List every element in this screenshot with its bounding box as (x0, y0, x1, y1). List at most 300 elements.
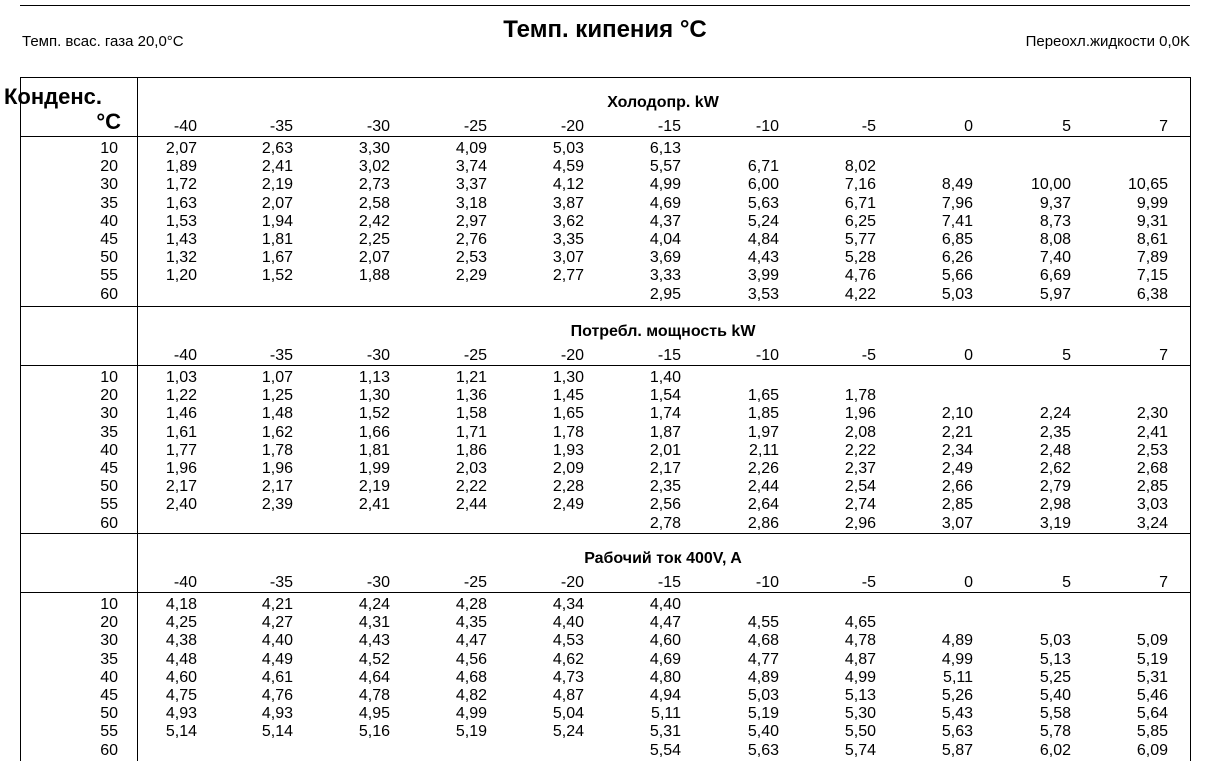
table-cell: 4,93 (165, 705, 197, 723)
table-cell: 4,55 (747, 614, 779, 632)
table-row (0, 213, 1216, 231)
table-cell: 4,40 (552, 614, 584, 632)
table-cell: 2,25 (358, 230, 390, 248)
table-cell: 4,80 (649, 668, 681, 686)
table-row (0, 267, 1216, 285)
table-cell: 5,57 (649, 158, 681, 176)
evaporating-temp-header: 0 (964, 347, 973, 364)
table-cell: 2,53 (1136, 441, 1168, 459)
table-cell: 5,77 (844, 230, 876, 248)
table-cell: 5,03 (747, 686, 779, 704)
table-cell: 5,13 (1039, 650, 1071, 668)
table-cell: 6,13 (649, 140, 681, 157)
table-cell: 9,99 (1136, 194, 1168, 212)
table-cell: 5,40 (747, 723, 779, 741)
table-row (0, 687, 1216, 705)
table-cell: 2,78 (649, 514, 681, 532)
table-cell: 5,85 (1136, 723, 1168, 741)
condensing-temp-label: 10 (100, 596, 118, 613)
table-cell: 4,62 (552, 650, 584, 668)
table-cell: 2,10 (941, 405, 973, 423)
table-cell: 5,43 (941, 705, 973, 723)
table-row (0, 669, 1216, 687)
table-cell: 4,78 (844, 632, 876, 650)
table-cell: 1,78 (552, 423, 584, 441)
evaporating-temp-header: 0 (964, 574, 973, 591)
table-cell: 4,43 (358, 632, 390, 650)
table-cell: 2,68 (1136, 459, 1168, 477)
table-cell: 4,22 (844, 285, 876, 303)
evaporating-temp-header: -35 (269, 118, 293, 135)
evaporating-temp-header: -35 (269, 347, 293, 364)
evaporating-temp-header: -30 (366, 574, 390, 591)
table-cell: 2,58 (358, 194, 390, 212)
table-cell: 5,11 (943, 668, 973, 686)
table-cell: 2,97 (455, 212, 487, 230)
condensing-temp-label: 60 (100, 514, 118, 532)
evaporating-temp-header: -40 (173, 574, 197, 591)
table-cell: 1,99 (358, 459, 390, 477)
table-row (0, 723, 1216, 741)
table-row (0, 460, 1216, 478)
table-cell: 3,99 (747, 267, 779, 285)
table-cell: 2,73 (358, 176, 390, 194)
table-cell: 2,07 (358, 249, 390, 267)
condensing-temp-label: 55 (100, 496, 118, 514)
condensing-temp-label: 20 (100, 614, 118, 632)
table-row (0, 478, 1216, 496)
table-cell: 8,61 (1136, 230, 1168, 248)
table-cell: 5,25 (1039, 668, 1071, 686)
table-cell: 4,35 (455, 614, 487, 632)
table-cell: 4,31 (358, 614, 390, 632)
page-title: Темп. кипения °C (503, 16, 707, 43)
table-cell: 4,64 (358, 668, 390, 686)
table-cell: 4,38 (165, 632, 197, 650)
table-cell: 2,63 (261, 140, 293, 157)
condensing-temp-label: 10 (100, 140, 118, 157)
table-cell: 1,53 (165, 212, 197, 230)
table-cell: 1,66 (358, 423, 390, 441)
table-cell: 4,47 (649, 614, 681, 632)
table-cell: 4,69 (649, 650, 681, 668)
section-title: Холодопр. kW (607, 94, 719, 111)
evaporating-temp-header: 5 (1062, 347, 1071, 364)
table-cell: 4,27 (261, 614, 293, 632)
table-cell: 5,40 (1039, 686, 1071, 704)
condensing-temp-label: 40 (100, 668, 118, 686)
evaporating-temp-header: -20 (560, 118, 584, 135)
evaporating-temp-header: 7 (1159, 347, 1168, 364)
section-divider (20, 306, 1190, 307)
table-cell: 3,18 (455, 194, 487, 212)
table-cell: 4,28 (455, 596, 487, 613)
table-cell: 5,13 (844, 686, 876, 704)
table-cell: 4,04 (649, 230, 681, 248)
table-cell: 2,34 (941, 441, 973, 459)
evaporating-temp-header: 0 (964, 118, 973, 135)
evaporating-temp-header: -25 (463, 574, 487, 591)
evaporating-temp-header: -25 (463, 118, 487, 135)
table-cell: 2,41 (261, 158, 293, 176)
section-data (0, 596, 1216, 760)
table-cell: 2,85 (941, 496, 973, 514)
table-cell: 3,53 (747, 285, 779, 303)
table-cell: 2,24 (1039, 405, 1071, 423)
table-cell: 3,03 (1136, 496, 1168, 514)
table-cell: 1,89 (165, 158, 197, 176)
table-cell: 4,95 (358, 705, 390, 723)
table-cell: 5,63 (747, 741, 779, 759)
table-cell: 4,82 (455, 686, 487, 704)
condensing-temp-label: 35 (100, 194, 118, 212)
table-cell: 3,33 (649, 267, 681, 285)
table-cell: 5,66 (941, 267, 973, 285)
table-cell: 2,07 (165, 140, 197, 157)
table-cell: 6,25 (844, 212, 876, 230)
table-cell: 1,54 (649, 387, 681, 405)
table-cell: 5,03 (1039, 632, 1071, 650)
condensing-temp-label: 60 (100, 741, 118, 759)
table-cell: 4,53 (552, 632, 584, 650)
table-cell: 5,19 (455, 723, 487, 741)
table-cell: 4,65 (844, 614, 876, 632)
table-cell: 1,13 (358, 369, 390, 386)
table-cell: 2,98 (1039, 496, 1071, 514)
table-row (0, 496, 1216, 514)
table-cell: 1,30 (552, 369, 584, 386)
table-cell: 9,31 (1136, 212, 1168, 230)
section-data (0, 369, 1216, 533)
table-cell: 8,49 (941, 176, 973, 194)
table-cell: 1,20 (165, 267, 197, 285)
table-cell: 4,94 (649, 686, 681, 704)
table-cell: 2,35 (649, 478, 681, 496)
table-cell: 8,02 (844, 158, 876, 176)
table-cell: 1,67 (261, 249, 293, 267)
table-cell: 1,32 (165, 249, 197, 267)
evaporating-temp-header: -15 (657, 574, 681, 591)
table-cell: 4,93 (261, 705, 293, 723)
table-cell: 1,65 (552, 405, 584, 423)
table-cell: 1,52 (261, 267, 293, 285)
table-cell: 4,68 (747, 632, 779, 650)
table-cell: 4,12 (552, 176, 584, 194)
table-cell: 2,08 (844, 423, 876, 441)
table-cell: 5,63 (747, 194, 779, 212)
table-cell: 1,25 (261, 387, 293, 405)
table-cell: 4,40 (649, 596, 681, 613)
table-cell: 2,37 (844, 459, 876, 477)
table-cell: 5,14 (165, 723, 197, 741)
table-cell: 6,71 (844, 194, 876, 212)
table-cell: 1,78 (844, 387, 876, 405)
table-cell: 2,95 (649, 285, 681, 303)
table-cell: 1,52 (358, 405, 390, 423)
table-row (0, 742, 1216, 760)
table-cell: 1,85 (747, 405, 779, 423)
table-cell: 2,19 (358, 478, 390, 496)
table-cell: 2,66 (941, 478, 973, 496)
table-cell: 4,24 (358, 596, 390, 613)
condensing-temp-label: 45 (100, 459, 118, 477)
table-row (0, 369, 1216, 387)
table-cell: 1,07 (261, 369, 293, 386)
table-row (0, 442, 1216, 460)
evaporating-temp-header: -5 (861, 574, 876, 591)
condensing-temp-label: 50 (100, 249, 118, 267)
table-cell: 2,19 (261, 176, 293, 194)
table-cell: 1,46 (165, 405, 197, 423)
table-row (0, 614, 1216, 632)
table-row (0, 596, 1216, 614)
table-cell: 1,21 (455, 369, 487, 386)
table-cell: 5,26 (941, 686, 973, 704)
table-cell: 3,24 (1136, 514, 1168, 532)
table-cell: 4,99 (649, 176, 681, 194)
corner-line2: °C (96, 109, 121, 134)
evaporating-temp-header: -25 (463, 347, 487, 364)
condensing-temp-label: 10 (100, 369, 118, 386)
table-cell: 4,49 (261, 650, 293, 668)
table-cell: 2,39 (261, 496, 293, 514)
table-cell: 4,60 (165, 668, 197, 686)
table-cell: 5,04 (552, 705, 584, 723)
table-cell: 2,49 (552, 496, 584, 514)
table-cell: 2,77 (552, 267, 584, 285)
condensing-temp-label: 60 (100, 285, 118, 303)
table-cell: 4,76 (261, 686, 293, 704)
table-cell: 2,76 (455, 230, 487, 248)
corner-line1: Конденс. (4, 84, 102, 109)
table-cell: 5,09 (1136, 632, 1168, 650)
table-cell: 2,79 (1039, 478, 1071, 496)
table-cell: 2,41 (1136, 423, 1168, 441)
table-cell: 1,97 (747, 423, 779, 441)
table-cell: 2,11 (749, 441, 779, 459)
table-cell: 2,86 (747, 514, 779, 532)
table-cell: 5,28 (844, 249, 876, 267)
condensing-temp-label: 55 (100, 723, 118, 741)
table-row (0, 158, 1216, 176)
evaporating-temp-header: -10 (755, 574, 779, 591)
table-cell: 5,54 (649, 741, 681, 759)
table-cell: 2,07 (261, 194, 293, 212)
table-cell: 3,07 (552, 249, 584, 267)
table-cell: 2,74 (844, 496, 876, 514)
evaporating-temp-header: -15 (657, 118, 681, 135)
table-cell: 6,02 (1039, 741, 1071, 759)
table-cell: 5,74 (844, 741, 876, 759)
table-row (0, 387, 1216, 405)
table-row (0, 231, 1216, 249)
table-cell: 7,16 (844, 176, 876, 194)
table-cell: 5,30 (844, 705, 876, 723)
table-cell: 5,64 (1136, 705, 1168, 723)
table-cell: 4,87 (844, 650, 876, 668)
condensing-temp-label: 35 (100, 650, 118, 668)
table-cell: 5,19 (1136, 650, 1168, 668)
top-rule (20, 5, 1190, 6)
table-cell: 5,87 (941, 741, 973, 759)
evaporating-temp-header: 7 (1159, 574, 1168, 591)
table-cell: 2,44 (455, 496, 487, 514)
table-cell: 3,02 (358, 158, 390, 176)
table-cell: 1,36 (455, 387, 487, 405)
header-rule (20, 136, 1190, 137)
table-cell: 2,28 (552, 478, 584, 496)
table-cell: 5,50 (844, 723, 876, 741)
table-cell: 1,48 (261, 405, 293, 423)
table-cell: 7,41 (941, 212, 973, 230)
table-cell: 1,71 (455, 423, 487, 441)
table-cell: 2,40 (165, 496, 197, 514)
section-title: Рабочий ток 400V, A (584, 550, 742, 567)
table-cell: 3,30 (358, 140, 390, 157)
table-cell: 4,77 (747, 650, 779, 668)
table-cell: 5,58 (1039, 705, 1071, 723)
table-cell: 4,25 (165, 614, 197, 632)
evaporating-temp-header: -20 (560, 347, 584, 364)
table-cell: 4,21 (261, 596, 293, 613)
table-cell: 4,48 (165, 650, 197, 668)
evaporating-temp-header: -30 (366, 347, 390, 364)
table-cell: 1,30 (358, 387, 390, 405)
table-cell: 4,89 (941, 632, 973, 650)
table-cell: 5,46 (1136, 686, 1168, 704)
table-cell: 3,35 (552, 230, 584, 248)
table-cell: 1,81 (358, 441, 390, 459)
table-cell: 2,17 (165, 478, 197, 496)
table-cell: 5,31 (1136, 668, 1168, 686)
table-cell: 1,81 (261, 230, 293, 248)
evaporating-temp-header: -5 (861, 118, 876, 135)
evaporating-temp-header-row (0, 574, 1216, 594)
table-cell: 3,74 (455, 158, 487, 176)
evaporating-temp-header: -10 (755, 118, 779, 135)
table-cell: 4,75 (165, 686, 197, 704)
table-cell: 2,26 (747, 459, 779, 477)
table-cell: 1,87 (649, 423, 681, 441)
table-cell: 5,24 (747, 212, 779, 230)
table-cell: 1,65 (747, 387, 779, 405)
table-cell: 2,03 (455, 459, 487, 477)
table-cell: 5,97 (1039, 285, 1071, 303)
evaporating-temp-header: 5 (1062, 118, 1071, 135)
table-cell: 3,07 (941, 514, 973, 532)
table-cell: 4,09 (455, 140, 487, 157)
table-row (0, 632, 1216, 650)
table-cell: 4,37 (649, 212, 681, 230)
table-cell: 6,38 (1136, 285, 1168, 303)
table-cell: 1,77 (165, 441, 197, 459)
table-cell: 2,30 (1136, 405, 1168, 423)
table-cell: 5,19 (747, 705, 779, 723)
evaporating-temp-header: -10 (755, 347, 779, 364)
evaporating-temp-header-row (0, 118, 1216, 138)
table-cell: 2,56 (649, 496, 681, 514)
table-cell: 5,03 (552, 140, 584, 157)
condensing-temp-label: 50 (100, 705, 118, 723)
section-divider (20, 533, 1190, 534)
table-cell: 6,69 (1039, 267, 1071, 285)
table-cell: 4,68 (455, 668, 487, 686)
evaporating-temp-header: -30 (366, 118, 390, 135)
evaporating-temp-header: -15 (657, 347, 681, 364)
table-row (0, 195, 1216, 213)
table-cell: 4,99 (455, 705, 487, 723)
table-cell: 4,87 (552, 686, 584, 704)
evaporating-temp-header: 5 (1062, 574, 1071, 591)
table-cell: 6,85 (941, 230, 973, 248)
table-cell: 4,43 (747, 249, 779, 267)
condensing-temp-label: 45 (100, 686, 118, 704)
table-cell: 2,21 (941, 423, 973, 441)
table-cell: 2,62 (1039, 459, 1071, 477)
table-row (0, 651, 1216, 669)
table-cell: 1,40 (649, 369, 681, 386)
table-cell: 2,96 (844, 514, 876, 532)
evaporating-temp-header: 7 (1159, 118, 1168, 135)
table-cell: 8,08 (1039, 230, 1071, 248)
table-cell: 5,11 (651, 705, 681, 723)
table-cell: 3,69 (649, 249, 681, 267)
table-cell: 4,61 (261, 668, 293, 686)
condensing-temp-label: 20 (100, 158, 118, 176)
evaporating-temp-header: -20 (560, 574, 584, 591)
table-cell: 7,89 (1136, 249, 1168, 267)
condensing-temp-label: 50 (100, 478, 118, 496)
table-row (0, 176, 1216, 194)
table-row (0, 424, 1216, 442)
table-cell: 2,41 (358, 496, 390, 514)
condensing-temp-label: 30 (100, 632, 118, 650)
table-cell: 3,19 (1039, 514, 1071, 532)
table-cell: 2,29 (455, 267, 487, 285)
table-cell: 4,40 (261, 632, 293, 650)
table-cell: 1,45 (552, 387, 584, 405)
table-cell: 4,84 (747, 230, 779, 248)
table-cell: 2,49 (941, 459, 973, 477)
condensing-temp-label: 40 (100, 212, 118, 230)
liquid-subcooling-label: Переохл.жидкости 0,0K (1025, 33, 1190, 50)
table-cell: 2,64 (747, 496, 779, 514)
suction-gas-temp-label: Темп. всас. газа 20,0°C (22, 33, 184, 50)
evaporating-temp-header: -35 (269, 574, 293, 591)
table-cell: 4,78 (358, 686, 390, 704)
table-cell: 2,48 (1039, 441, 1071, 459)
table-row (0, 515, 1216, 533)
table-cell: 4,47 (455, 632, 487, 650)
condensing-temp-label: 30 (100, 176, 118, 194)
table-cell: 1,72 (165, 176, 197, 194)
condensing-temp-label: 30 (100, 405, 118, 423)
table-cell: 1,43 (165, 230, 197, 248)
table-cell: 4,59 (552, 158, 584, 176)
table-cell: 6,09 (1136, 741, 1168, 759)
table-cell: 4,89 (747, 668, 779, 686)
evaporating-temp-header: -40 (173, 118, 197, 135)
table-cell: 1,96 (261, 459, 293, 477)
condensing-temp-label: 20 (100, 387, 118, 405)
table-cell: 6,26 (941, 249, 973, 267)
table-cell: 2,53 (455, 249, 487, 267)
table-cell: 3,62 (552, 212, 584, 230)
table-cell: 9,37 (1039, 194, 1071, 212)
table-cell: 4,76 (844, 267, 876, 285)
section-title: Потребл. мощность kW (570, 323, 756, 340)
table-cell: 2,17 (261, 478, 293, 496)
